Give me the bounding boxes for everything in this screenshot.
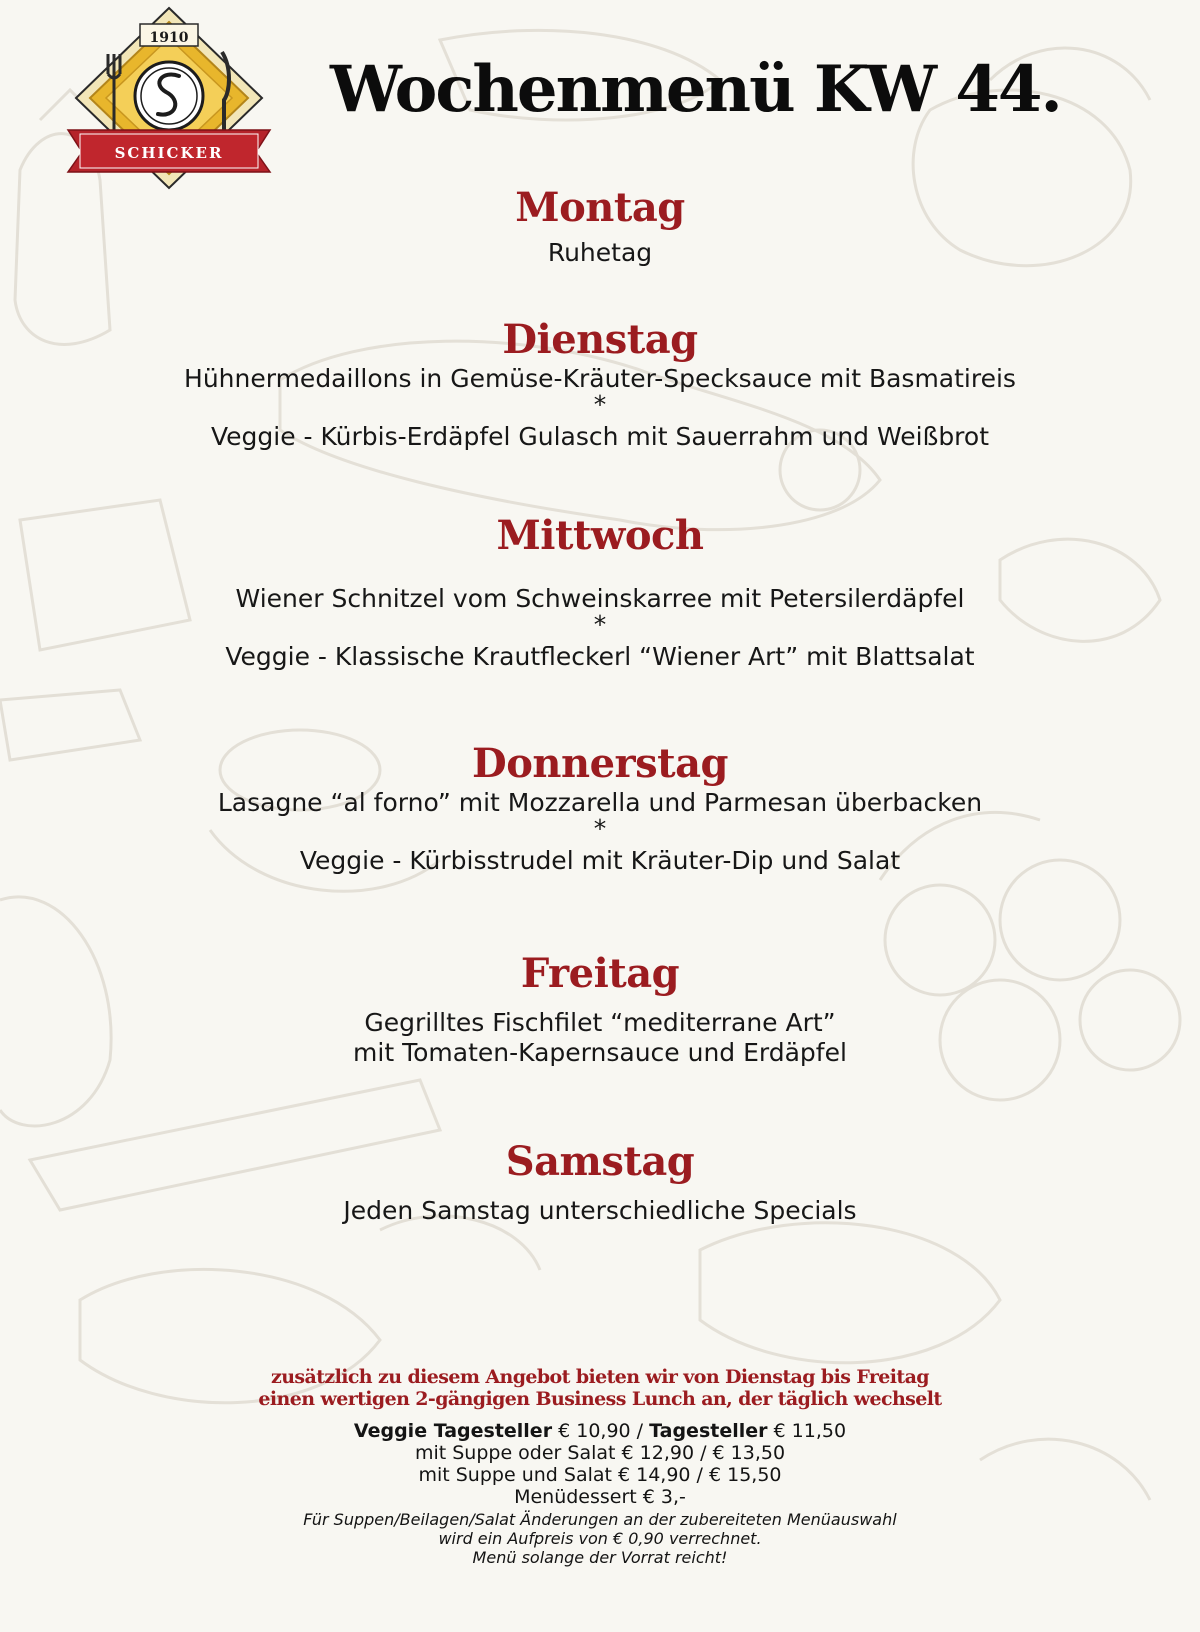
dish-separator: * (593, 390, 607, 419)
dish-line-veggie: Veggie - Kürbisstrudel mit Kräuter-Dip und Salat (299, 846, 901, 875)
veggie-price: € 10,90 / (552, 1420, 650, 1442)
day-dienstag (0, 316, 1200, 452)
page-title: Wochenmenü KW 44. (330, 52, 1061, 127)
dish-separator: * (593, 814, 607, 843)
day-heading: Dienstag (502, 316, 698, 363)
veggie-label: Veggie Tagesteller (353, 1420, 553, 1442)
logo-name: SCHICKER (114, 144, 224, 162)
dish-line: Ruhetag (547, 238, 653, 267)
dish-separator: * (593, 610, 607, 639)
dish-line: Gegrilltes Fischfilet “mediterrane Art” (364, 1008, 836, 1037)
business-lunch-info (0, 1366, 1200, 1567)
price-line: Menüdessert € 3,- (514, 1486, 686, 1508)
day-heading: Freitag (520, 950, 680, 997)
day-heading: Montag (515, 184, 685, 231)
info-line: Menü solange der Vorrat reicht! (472, 1548, 728, 1567)
dish-line-veggie: Veggie - Kürbis-Erdäpfel Gulasch mit Sauerrahm und Weißbrot (210, 422, 990, 451)
day-freitag (0, 950, 1200, 1068)
business-lunch-note: einen wertigen 2-gängigen Business Lunch an, der täglich wechselt (258, 1388, 942, 1410)
price-line: mit Suppe oder Salat € 12,90 / € 13,50 (414, 1442, 786, 1464)
dish-line-2: mit Tomaten-Kapernsauce und Erdäpfel (353, 1038, 847, 1067)
info-line: Für Suppen/Beilagen/Salat Änderungen an der zubereiteten Menüauswahl (303, 1510, 897, 1529)
dish-line-veggie: Veggie - Klassische Krautfleckerl “Wiener Art” mit Blattsalat (225, 642, 975, 671)
day-donnerstag (0, 740, 1200, 876)
logo-year: 1910 (149, 30, 189, 46)
day-mittwoch (0, 512, 1200, 672)
day-samstag (0, 1138, 1200, 1226)
dish-line: Jeden Samstag unterschiedliche Specials (343, 1196, 857, 1225)
day-heading: Donnerstag (472, 740, 728, 787)
day-heading: Samstag (505, 1138, 695, 1185)
tages-label: Tagesteller (649, 1420, 768, 1442)
price-line (0, 1420, 1200, 1442)
day-heading: Mittwoch (496, 512, 704, 559)
dish-line: Lasagne “al forno” mit Mozzarella und Parmesan überbacken (217, 788, 983, 817)
dish-line: Wiener Schnitzel vom Schweinskarree mit Petersilerdäpfel (235, 584, 965, 613)
tages-price: € 11,50 (767, 1420, 847, 1442)
day-montag (0, 184, 1200, 268)
dish-line: Hühnermedaillons in Gemüse-Kräuter-Specksauce mit Basmatireis (184, 364, 1016, 393)
business-lunch-note: zusätzlich zu diesem Angebot bieten wir von Dienstag bis Freitag (271, 1366, 929, 1388)
price-line: mit Suppe und Salat € 14,90 / € 15,50 (418, 1464, 782, 1486)
schicker-logo (66, 4, 272, 190)
info-line: wird ein Aufpreis von € 0,90 verrechnet. (438, 1529, 762, 1548)
